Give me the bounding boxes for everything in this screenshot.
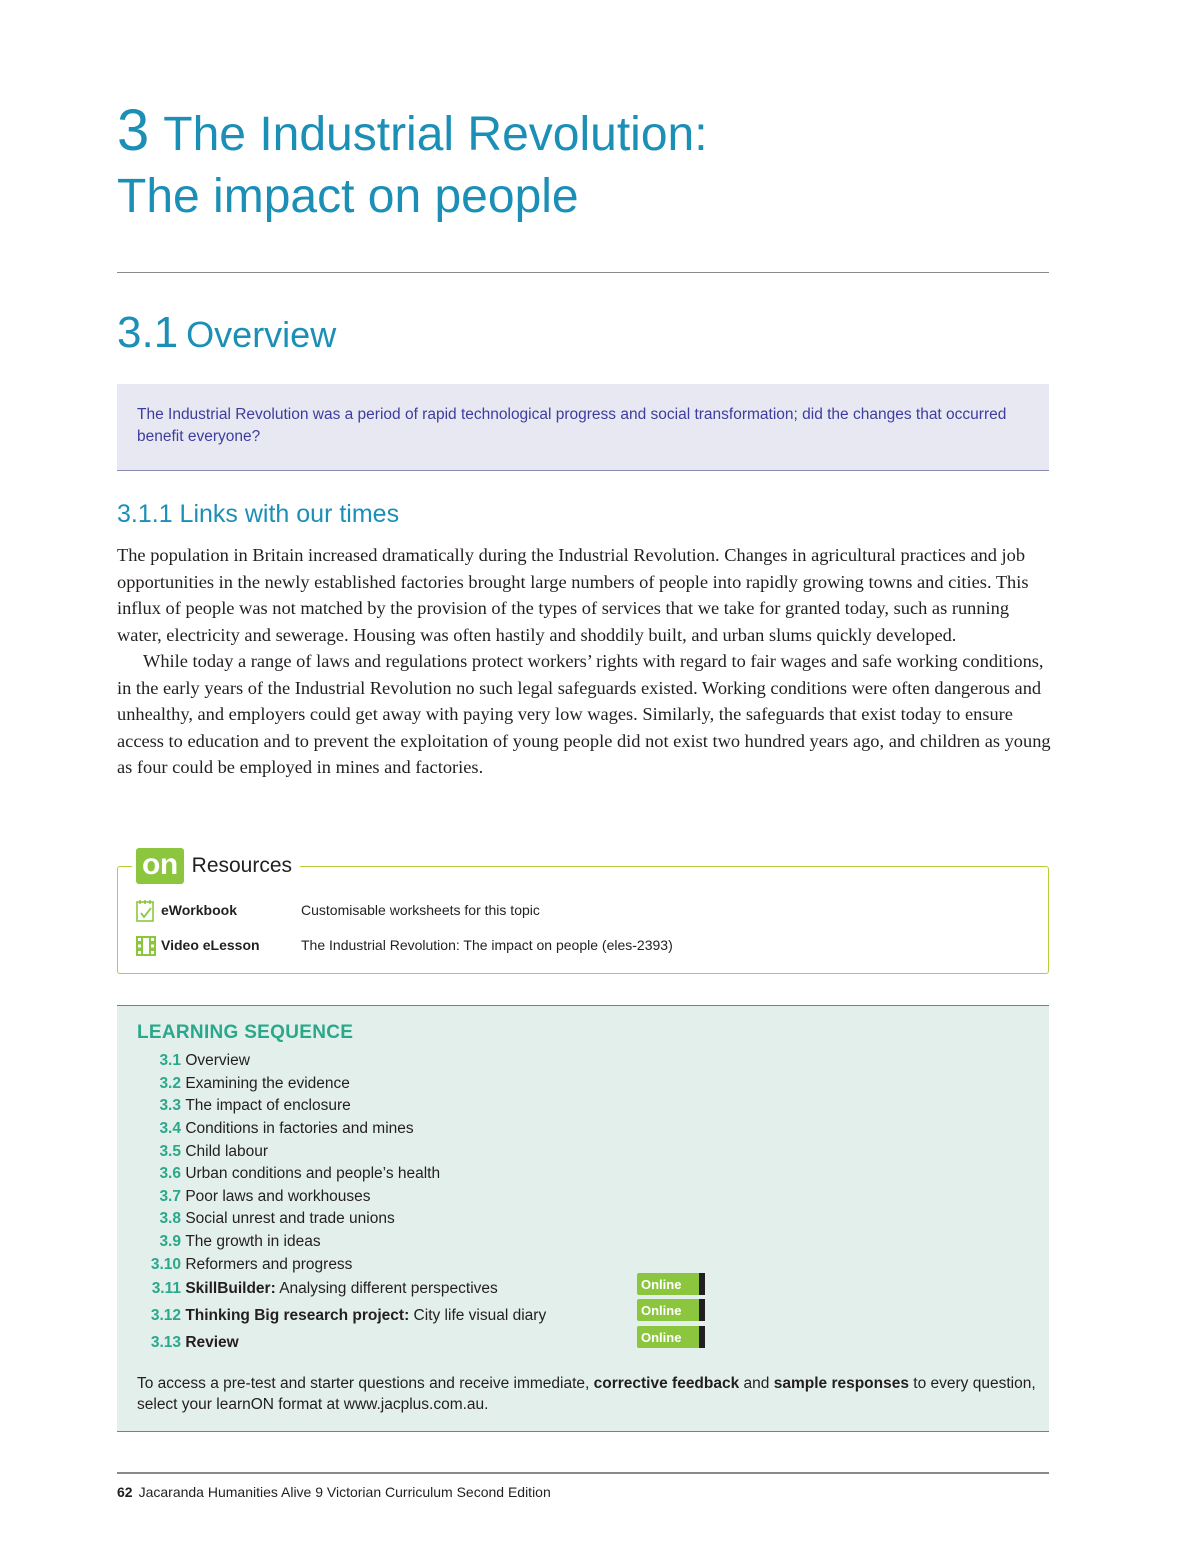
list-item[interactable]: 3.7 Poor laws and workhouses bbox=[137, 1186, 546, 1209]
item-number: 3.10 bbox=[150, 1255, 181, 1273]
chapter-title bbox=[117, 100, 708, 228]
page-footer bbox=[117, 1484, 551, 1500]
list-item[interactable]: 3.5 Child labour bbox=[137, 1140, 546, 1163]
item-number: 3.11 bbox=[151, 1280, 181, 1298]
chapter-number: 3 bbox=[117, 98, 150, 163]
learning-sequence-footer-text: To access a pre-test and starter questions and receive immediate, corrective feedback and sample responses to every question, select your learnON format at www.jacplus.com.au. bbox=[137, 1375, 1036, 1413]
item-number: 3.13 bbox=[150, 1334, 181, 1352]
resources-header bbox=[132, 846, 300, 886]
overview-question-box bbox=[117, 384, 1049, 471]
body-paragraph-2: While today a range of laws and regulations protect workers’ rights with regard to fair wages and safe working conditions, in the early years of the Industrial Revolution no such legal safeguards existed. Working conditions were often dangerous and unhealthy, and employers could get away with paying very low wages. Similarly, the safeguards that exist today to ensure access to education and to prevent the exploitation of young people did not exist two hundred years ago, and children as young as four could be employed in mines and factories. bbox=[117, 651, 1051, 777]
list-item[interactable]: 3.8 Social unrest and trade unions bbox=[137, 1208, 546, 1231]
body-paragraph-1: The population in Britain increased dramatically during the Industrial Revolution. Changes in agricultural practices and job opportunities in the newly established factories brought large numbers of people into rapidly growing towns and cities. This influx of people was not matched by the provision of the types of services that we take for granted today, such as running water, electricity and sewerage. Housing was often hastily and shoddily built, and urban slums quickly developed. bbox=[117, 545, 1029, 645]
book-title: Jacaranda Humanities Alive 9 Victorian Curriculum Second Edition bbox=[138, 1484, 551, 1500]
chapter-title-line2: The impact on people bbox=[117, 170, 579, 223]
list-item[interactable]: 3.2 Examining the evidence bbox=[137, 1073, 546, 1096]
list-item[interactable]: 3.9 The growth in ideas bbox=[137, 1231, 546, 1254]
resources-label: Resources bbox=[191, 854, 293, 877]
resource-name: eWorkbook bbox=[161, 902, 237, 918]
online-only-tag[interactable]: Online bbox=[637, 1326, 705, 1348]
resource-name: Video eLesson bbox=[161, 937, 260, 953]
online-only-tag[interactable]: Online bbox=[637, 1273, 705, 1295]
subsection-title: 3.1.1 Links with our times bbox=[117, 500, 400, 528]
resource-item-eworkbook[interactable] bbox=[135, 899, 540, 921]
item-number: 3.2 bbox=[159, 1074, 181, 1092]
list-item[interactable]: 3.10 Reformers and progress bbox=[137, 1253, 546, 1276]
page-number: 62 bbox=[117, 1484, 133, 1500]
resource-item-video-elesson[interactable] bbox=[135, 934, 673, 956]
item-number: 3.3 bbox=[159, 1097, 181, 1115]
online-only-tag[interactable]: Online bbox=[637, 1299, 705, 1321]
learning-sequence-heading: LEARNING SEQUENCE bbox=[137, 1022, 354, 1043]
item-number: 3.9 bbox=[159, 1233, 181, 1251]
online-tag-bar-icon bbox=[699, 1326, 705, 1348]
item-number: 3.5 bbox=[159, 1142, 181, 1160]
workbook-icon bbox=[135, 899, 157, 921]
item-number: 3.8 bbox=[159, 1210, 181, 1228]
list-item[interactable]: 3.4 Conditions in factories and mines bbox=[137, 1118, 546, 1141]
video-icon bbox=[135, 934, 157, 956]
resource-description: The Industrial Revolution: The impact on people (eles-2393) bbox=[301, 937, 673, 953]
list-item[interactable]: 3.11 SkillBuilder: Analysing different perspectives bbox=[137, 1276, 546, 1303]
section-title bbox=[117, 308, 336, 358]
list-item[interactable]: 3.3 The impact of enclosure bbox=[137, 1095, 546, 1118]
list-item[interactable]: 3.6 Urban conditions and people’s health bbox=[137, 1163, 546, 1186]
section-number: 3.1 bbox=[117, 308, 179, 357]
item-number: 3.4 bbox=[159, 1120, 181, 1138]
learning-sequence-list bbox=[137, 1050, 546, 1357]
list-item[interactable]: 3.12 Thinking Big research project: City life visual diary bbox=[137, 1303, 546, 1330]
list-item[interactable]: 3.1 Overview bbox=[137, 1050, 546, 1073]
chapter-title-line1: The Industrial Revolution: bbox=[163, 108, 708, 161]
on-badge-logo: on bbox=[136, 848, 184, 884]
body-text bbox=[117, 542, 1052, 781]
item-number: 3.6 bbox=[159, 1165, 181, 1183]
item-number: 3.7 bbox=[159, 1187, 181, 1205]
overview-question-text: The Industrial Revolution was a period of rapid technological progress and social transformation; did the changes that occurred benefit everyone? bbox=[137, 406, 1007, 445]
online-tag-bar-icon bbox=[699, 1273, 705, 1295]
section-title-text: Overview bbox=[186, 314, 337, 355]
online-tag-bar-icon bbox=[699, 1299, 705, 1321]
footer-divider bbox=[117, 1472, 1049, 1474]
resource-description: Customisable worksheets for this topic bbox=[301, 902, 540, 918]
item-number: 3.1 bbox=[159, 1052, 181, 1070]
item-number: 3.12 bbox=[150, 1307, 181, 1325]
title-divider bbox=[117, 272, 1049, 273]
list-item[interactable]: 3.13 Review bbox=[137, 1330, 546, 1357]
